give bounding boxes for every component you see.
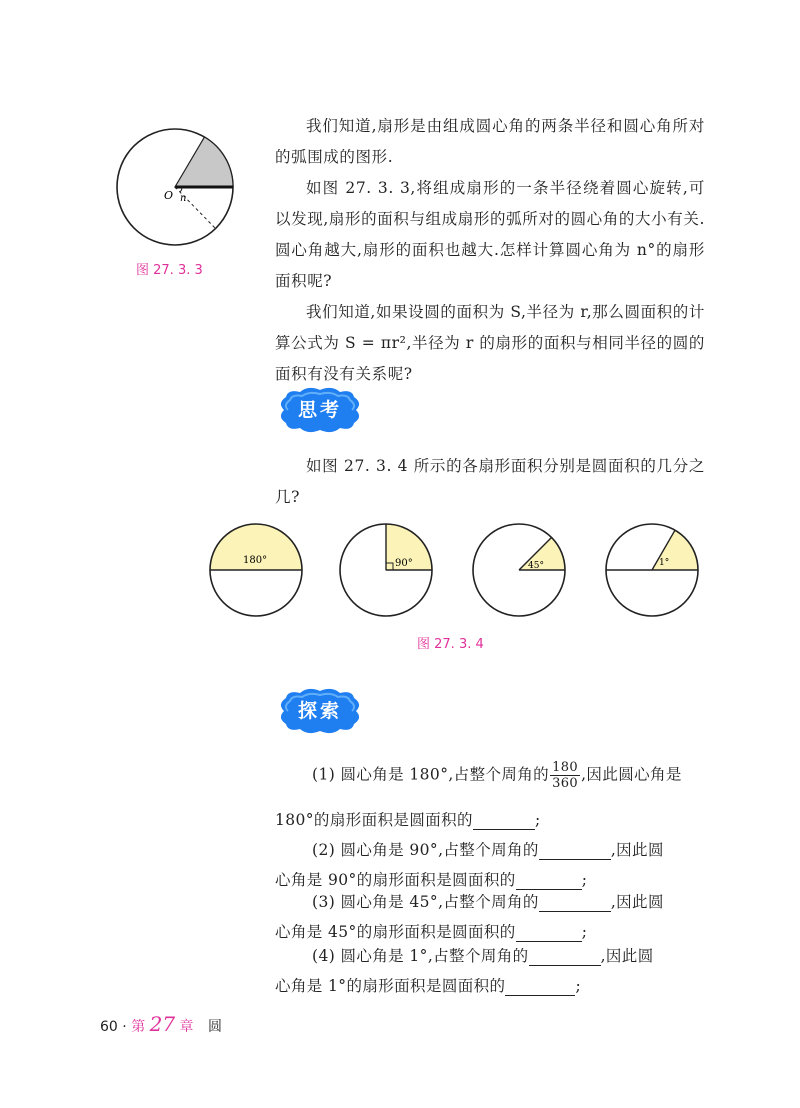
angle-label: 90° [395, 558, 413, 569]
q3-text-c: 心角是 45°的扇形面积是圆面积的 [275, 923, 516, 941]
figure-27-3-4 [205, 522, 705, 622]
answer-blank-4b[interactable] [505, 977, 575, 996]
q4-text-a: (4) 圆心角是 1°,占整个周角的 [312, 947, 529, 965]
think-badge-label: 思考 [297, 399, 342, 421]
question-1-line-2 [275, 808, 541, 830]
q3-text-b: ,因此圆 [610, 893, 664, 911]
answer-blank-2b[interactable] [516, 871, 582, 890]
chapter-title: 圆 [208, 1019, 222, 1035]
explore-badge-label: 探索 [297, 700, 342, 722]
semicolon: ; [575, 977, 582, 995]
chapter-prefix: 第 [131, 1019, 146, 1035]
question-1-line-1 [312, 760, 682, 791]
intro-paragraph-2: 如图 27. 3. 3,将组成扇形的一条半径绕着圆心旋转,可以发现,扇形的面积与组成扇形的弧所对的圆心角的大小有关.圆心角越大,扇形的面积也越大.怎样计算圆心角为 n°的扇形面积呢? [275, 179, 705, 290]
question-2-line-1 [312, 838, 664, 860]
question-3-line-2 [275, 920, 587, 942]
sector-diagram-45 [473, 524, 565, 616]
semicolon: ; [581, 923, 588, 941]
question-4-line-2 [275, 974, 581, 996]
question-4-line-1 [312, 944, 654, 966]
q2-text-c: 心角是 90°的扇形面积是圆面积的 [275, 871, 516, 889]
angle-n-label: n [180, 193, 187, 204]
angle-label: 45° [528, 561, 544, 571]
question-3-line-1 [312, 890, 664, 912]
answer-blank-3b[interactable] [516, 923, 582, 942]
semicolon: ; [581, 871, 588, 889]
semicolon: ; [534, 811, 541, 829]
intro-paragraph-3: 我们知道,如果设圆的面积为 S,半径为 r,那么圆面积的计算公式为 S = πr²,半径为 r 的扇形的面积与相同半径的圆的面积有没有关系呢? [275, 303, 705, 383]
sector-diagram-180 [210, 524, 302, 616]
answer-blank-4a[interactable] [529, 947, 601, 966]
angle-label: 180° [243, 555, 268, 566]
answer-blank-2a[interactable] [539, 841, 611, 860]
explore-badge [274, 686, 366, 736]
figure-caption-27-3-3: 图 27. 3. 3 [136, 263, 203, 278]
page-number: 60 [100, 1019, 118, 1035]
q4-text-c: 心角是 1°的扇形面积是圆面积的 [275, 977, 506, 995]
think-badge [274, 385, 366, 435]
figure-27-3-3 [112, 125, 242, 260]
answer-blank-3a[interactable] [539, 893, 611, 912]
sector-diagram-1 [606, 524, 698, 616]
center-label: O [164, 189, 174, 202]
think-question: 如图 27. 3. 4 所示的各扇形面积分别是圆面积的几分之几? [275, 457, 705, 506]
q2-text-a: (2) 圆心角是 90°,占整个周角的 [312, 841, 539, 859]
fraction-denominator: 360 [552, 776, 579, 791]
q2-text-b: ,因此圆 [610, 841, 664, 859]
q1-text-c: 180°的扇形面积是圆面积的 [275, 811, 473, 829]
footer-dot: · [122, 1019, 127, 1035]
fraction-numerator: 180 [552, 760, 579, 775]
chapter-number: 27 [149, 1012, 176, 1036]
sector-diagram-90 [340, 524, 432, 616]
page-footer [100, 1012, 222, 1036]
answer-blank-1[interactable] [473, 811, 535, 830]
question-2-line-2 [275, 868, 587, 890]
q4-text-b: ,因此圆 [600, 947, 654, 965]
q3-text-a: (3) 圆心角是 45°,占整个周角的 [312, 893, 539, 911]
q1-text-b: ,因此圆心角是 [581, 765, 682, 784]
figure-caption-27-3-4: 图 27. 3. 4 [417, 637, 484, 652]
chapter-suffix: 章 [179, 1019, 194, 1035]
intro-paragraph-1: 我们知道,扇形是由组成圆心角的两条半径和圆心角所对的弧围成的图形. [275, 117, 705, 166]
q1-text-a: (1) 圆心角是 180°,占整个周角的 [312, 765, 550, 784]
fraction-180-360 [550, 760, 580, 791]
angle-label: 1° [659, 558, 670, 568]
